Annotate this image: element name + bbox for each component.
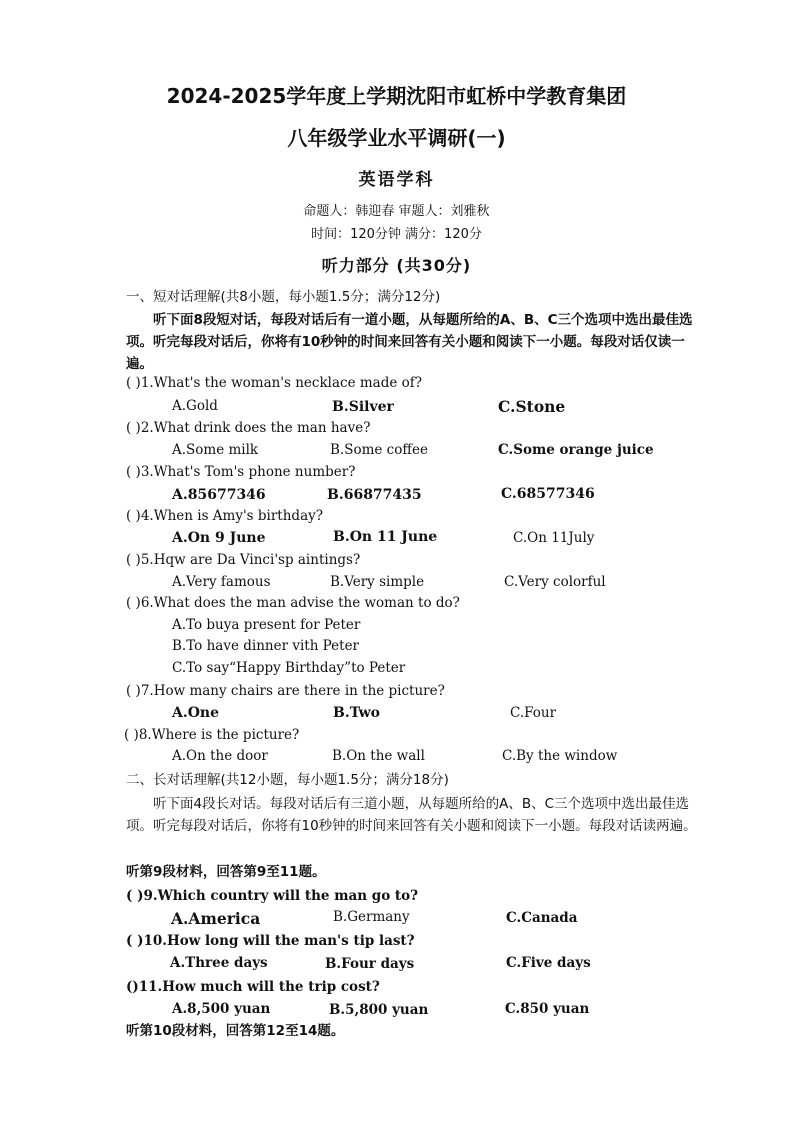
option-a: A.On 9 June [172,530,266,546]
option-b: B.Very simple [330,574,425,590]
option-c: C.Some orange juice [498,442,654,458]
option-a: A.On the door [172,748,268,764]
option-c: C.Canada [506,910,578,926]
material-9-label: 听第9段材料，回答第9至11题。 [126,864,326,880]
option-a: A.To buya present for Peter [172,617,361,633]
question-stem: ( )1.What's the woman's necklace made of? [126,375,423,391]
option-b: B.5,800 yuan [329,1002,429,1018]
question-stem: ( )5.Hqw are Da Vinci'sp aintings? [126,552,361,568]
option-c: C.Very colorful [504,574,606,590]
option-a: A.85677346 [172,487,266,503]
section1-instructions: 听下面8段短对话，每段对话后有一道小题，从每题所给的A、B、C三个选项中选出最佳选项。听完每段对话后，你将有10秒钟的时间来回答有关小题和阅读下一小题。每段对话仅读一遍。 [126,312,693,372]
option-b: B.66877435 [327,487,422,503]
question-stem: ()11.How much will the trip cost? [126,979,380,995]
option-b: B.Germany [333,909,410,925]
section1-heading: 一、短对话理解(共8小题，每小题1.5分；满分12分) [126,289,441,305]
option-b: B.Two [333,705,380,721]
option-c: C.850 yuan [505,1001,590,1017]
option-c: C.By the window [502,748,618,764]
option-a: A.Gold [172,398,218,414]
question-stem: ( )3.What's Tom's phone number? [126,464,356,480]
option-a: A.Very famous [172,574,271,590]
section2-instructions: 听下面4段长对话。每段对话后有三道小题，从每题所给的A、B、C三个选项中选出最佳选项。听完每段对话后，你将有10秒钟的时间来回答有关小题和阅读下一小题。每段对话读两遍。 [126,796,697,834]
question-stem: ( )7.How many chairs are there in the picture? [126,683,445,699]
option-c: C.68577346 [501,486,595,502]
option-b: B.On the wall [332,748,425,764]
question-stem: ( )2.What drink does the man have? [126,420,371,436]
option-c: C.Four [510,705,557,721]
question-stem: ( )10.How long will the man's tip last? [126,933,415,949]
option-b: B.On 11 June [333,529,438,545]
question-stem: ( )4.When is Amy's birthday? [126,508,323,524]
option-a: A.Some milk [172,442,259,458]
option-b: B.Four days [325,956,415,972]
question-stem: ( )6.What does the man advise the woman to do? [126,595,460,611]
option-a: A.One [172,705,220,721]
question-stem: ( )9.Which country will the man go to? [126,888,419,904]
option-a: A.Three days [170,955,268,971]
part-title: 听力部分 (共30分) [321,256,472,275]
question-stem: ( )8.Where is the picture? [124,727,300,743]
option-c: C.To say“Happy Birthday”to Peter [172,660,406,676]
option-a: A.America [171,909,261,928]
time-score-line: 时间：120分钟 满分：120分 [311,227,482,242]
option-b: B.Silver [332,399,394,415]
option-b: B.To have dinner vith Peter [172,638,360,654]
option-a: A.8,500 yuan [172,1001,271,1017]
option-b: B.Some coffee [330,442,428,458]
exam-title-line2: 八年级学业水平调研(一) [287,126,506,150]
section2-heading: 二、长对话理解(共12小题，每小题1.5分；满分18分) [126,772,449,788]
material-10-label: 听第10段材料，回答第12至14题。 [126,1023,345,1039]
authors-line: 命题人：韩迎春 审题人：刘雅秋 [303,204,490,219]
exam-title-line1: 2024-2025学年度上学期沈阳市虹桥中学教育集团 [166,84,627,108]
option-c: C.On 11July [513,530,595,546]
option-c: C.Five days [506,955,591,971]
option-c: C.Stone [498,397,566,416]
subject-title: 英语学科 [358,170,435,190]
